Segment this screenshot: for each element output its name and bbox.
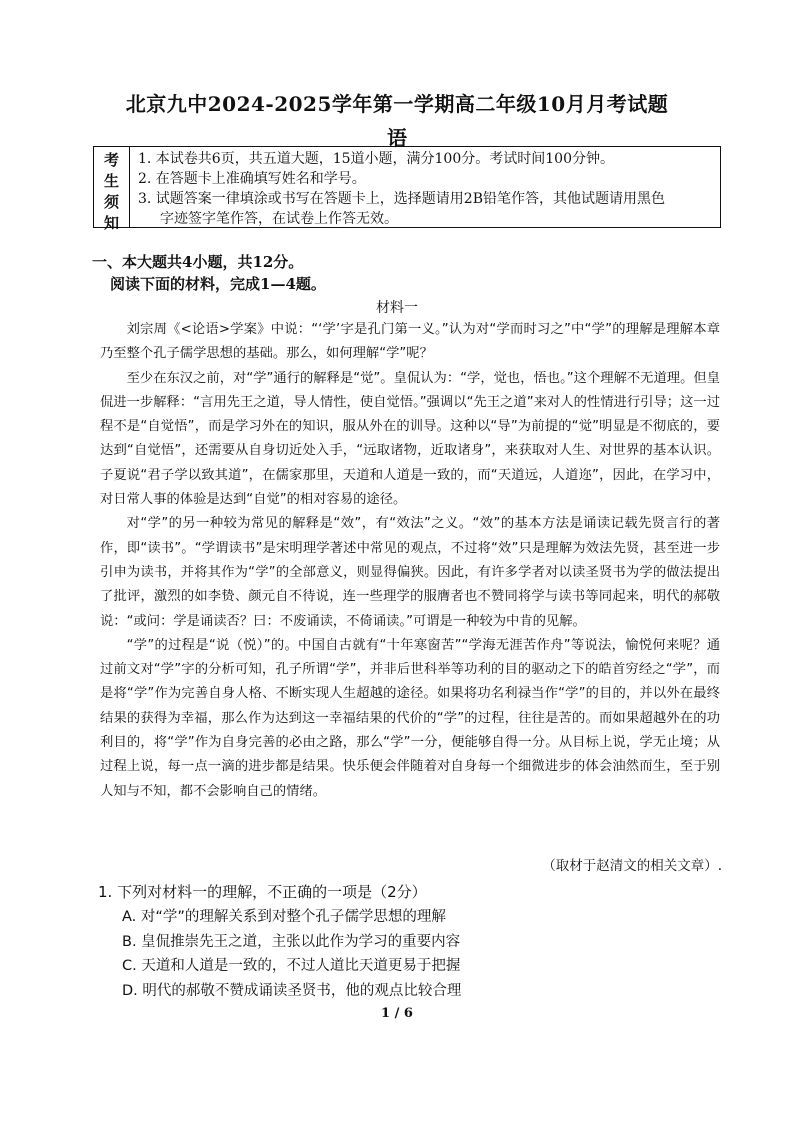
option-a: A. 对“学”的理解关系到对整个孔子儒学思想的理解 [122, 909, 446, 925]
material-one-text [100, 318, 720, 804]
notice-label-char: 知 [103, 214, 119, 232]
option-d: D. 明代的郝敬不赞成诵读圣贤书，他的观点比较合理 [122, 982, 462, 999]
article-paragraph: “学”的过程是“说（悦）”的。中国自古就有“十年寒窗苦”“学海无涯苦作舟”等说法，愉悦何来呢？通过前文对“学”字的分析可知，孔子所谓“学”，并非后世科举等功利的目的驱动之下的皓首穷经之“学”，而是将“学”作为完善自身人格、不断实现人生超越的途径。如果将功名利禄当作“学”的目的，并以外在最终结果的获得为幸福，那么作为达到这一幸福结果的代价的“学”的过程，往往是苦的。而如果超越外在的功利目的，将“学”作为自身完善的必由之路，那么“学”一分，便能够自得一分。从目标上说，学无止境；从过程上说，每一点一滴的进步都是结果。快乐便会伴随着对自身每一个细微进步的体会油然而生，至于别人知与不知，都不会影响自己的情绪。 [100, 637, 720, 799]
question-1-options [122, 905, 461, 1003]
source-attribution: （取材于赵清文的相关文章）. [542, 858, 722, 874]
notice-item-continuation: 字迹签字笔作答，在试卷上作答无效。 [160, 211, 398, 227]
notice-label [94, 147, 130, 232]
reading-instruction: 阅读下面的材料，完成1—4题。 [110, 275, 326, 293]
notice-item: 3. 试题答案一律填涂或书写在答题卡上，选择题请用2B铅笔作答，其他试题请用黑色 [138, 191, 666, 207]
section-heading: 一、本大题共4小题，共12分。 [92, 253, 304, 271]
article-paragraph: 至少在东汉之前，对“学”通行的解释是“觉”。皇侃认为：“学，觉也，悟也。”这个理解不无道理。但皇侃进一步解释：“言用先王之道，导人情性，使自觉悟。”强调以“先王之道”来对人的性情进行引导；这一过程不是“自觉悟”，而是学习外在的知识，服从外在的训导。这种以“导”为前提的“觉”明显是不彻底的，要达到“自觉悟”，还需要从自身切近处入手，“远取诸物，近取诸身”，来获取对人生、对世界的基本认识。子夏说“君子学以致其道”，在儒家那里，天道和人道是一致的，而“天道远，人道迩”，因此，在学习中，对日常人事的体验是达到“自觉”的相对容易的途径。 [100, 370, 720, 508]
notice-items [138, 149, 714, 229]
notice-label-char: 须 [103, 193, 119, 211]
subject-title: 语 [387, 126, 407, 150]
notice-item: 1. 本试卷共6页，共五道大题，15道小题，满分100分。考试时间100分钟。 [138, 151, 614, 167]
question-1-stem: 1. 下列对材料一的理解，不正确的一项是（2分） [98, 883, 427, 901]
article-paragraph: 刘宗周《<论语>学案》中说：“‘学’字是孔门第一义。”认为对“学而时习之”中“学”的理解是理解本章乃至整个孔子儒学思想的基础。那么，如何理解“学”呢？ [100, 322, 720, 362]
option-b: B. 皇侃推崇先王之道，主张以此作为学习的重要内容 [122, 933, 461, 950]
exam-title: 北京九中2024-2025学年第一学期高二年级10月月考试题 [125, 92, 669, 116]
candidate-notice-box [93, 146, 721, 232]
notice-label-char: 生 [103, 172, 119, 190]
option-c: C. 天道和人道是一致的，不过人道比天道更易于把握 [122, 958, 461, 974]
material-title: 材料一 [376, 300, 418, 316]
notice-label-char: 考 [103, 151, 119, 169]
notice-item: 2. 在答题卡上准确填写姓名和学号。 [138, 171, 366, 187]
article-paragraph: 对“学”的另一种较为常见的解释是“效”，有“效法”之义。“效”的基本方法是诵读记载先贤言行的著作，即“读书”。“学谓读书”是宋明理学著述中常见的观点，不过将“效”只是理解为效法先贤，甚至进一步引申为读书，并将其作为“学”的全部意义，则显得偏狭。因此，有许多学者对以读圣贤书为学的做法提出了批评，激烈的如李贽、颜元自不待说，连一些理学的服膺者也不赞同将学与读书等同起来，明代的郝敬说：“或问：学是诵读否？曰：不废诵读，不倚诵读。”可谓是一种较为中肯的见解。 [100, 516, 720, 629]
page-number: 1 / 6 [381, 1006, 413, 1021]
